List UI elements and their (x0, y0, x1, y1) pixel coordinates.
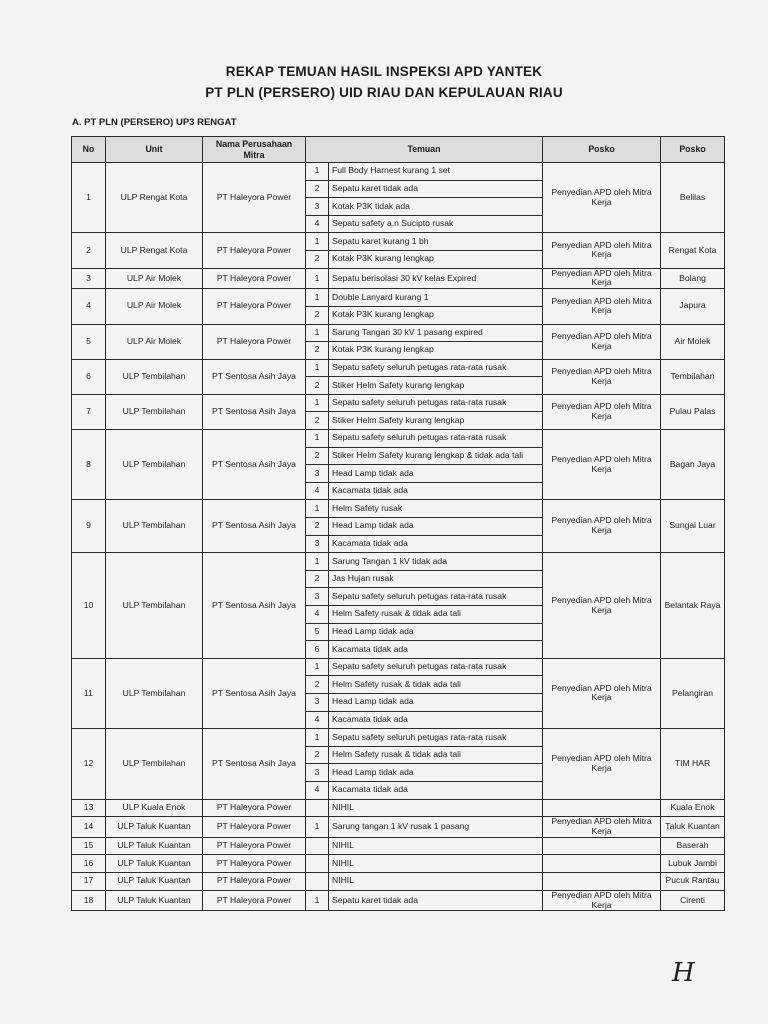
mitra-cell: PT Sentosa Asih Jaya (203, 500, 306, 553)
temuan-item: Kacamata tidak ada (329, 641, 543, 659)
unit-cell: ULP Taluk Kuantan (106, 837, 203, 855)
table-row (72, 500, 725, 518)
table-row (72, 359, 725, 377)
unit-cell: ULP Air Molek (106, 268, 203, 289)
document-title-line1: REKAP TEMUAN HASIL INSPEKSI APD YANTEK (225, 64, 543, 79)
temuan-item: Sepatu safety seluruh petugas rata-rata rusak (329, 359, 543, 377)
temuan-number: 5 (306, 623, 329, 641)
temuan-number: 2 (306, 377, 329, 395)
tindak-lanjut-cell: Penyedian APD oleh Mitra Kerja (543, 394, 661, 429)
posko-cell: Lubuk Jambi (661, 855, 725, 873)
temuan-item: Sepatu berisolasi 30 kV kelas Expired (329, 268, 543, 289)
mitra-cell: PT Sentosa Asih Jaya (203, 394, 306, 429)
temuan-item: Double Lanyard kurang 1 (329, 289, 543, 307)
temuan-item: Head Lamp tidak ada (329, 693, 543, 711)
tindak-lanjut-cell: Penyedian APD oleh Mitra Kerja (543, 890, 661, 911)
table-row (72, 394, 725, 412)
mitra-cell: PT Haleyora Power (203, 233, 306, 268)
posko-cell: Baserah (661, 837, 725, 855)
temuan-item: Kacamata tidak ada (329, 535, 543, 553)
table-row (72, 890, 725, 911)
table-row (72, 729, 725, 747)
mitra-cell: PT Haleyora Power (203, 799, 306, 817)
unit-cell: ULP Taluk Kuantan (106, 873, 203, 891)
posko-cell: Pelangiran (661, 658, 725, 728)
tindak-lanjut-cell: Penyedian APD oleh Mitra Kerja (543, 324, 661, 359)
unit-cell: ULP Tembilahan (106, 394, 203, 429)
temuan-item: Jas Hujan rusak (329, 570, 543, 588)
posko-cell: TIM HAR (661, 729, 725, 799)
tindak-lanjut-cell (543, 837, 661, 855)
temuan-item: Sarung tangan 1 kV rusak 1 pasang (329, 817, 543, 838)
row-number: 7 (72, 394, 106, 429)
temuan-item: Head Lamp tidak ada (329, 465, 543, 483)
unit-cell: ULP Taluk Kuantan (106, 855, 203, 873)
posko-cell: Bagan Jaya (661, 430, 725, 500)
row-number: 10 (72, 553, 106, 659)
temuan-item: Stiker Helm Safety kurang lengkap (329, 377, 543, 395)
row-number: 2 (72, 233, 106, 268)
header-posko-tindak: Posko (543, 137, 661, 163)
tindak-lanjut-cell (543, 799, 661, 817)
temuan-item: Helm Safety rusak & tidak ada tali (329, 606, 543, 624)
temuan-number: 3 (306, 535, 329, 553)
temuan-item: Sepatu karet kurang 1 bh (329, 233, 543, 251)
temuan-nihil: NIHIL (329, 837, 543, 855)
temuan-number: 2 (306, 570, 329, 588)
temuan-number: 1 (306, 658, 329, 676)
unit-cell: ULP Air Molek (106, 324, 203, 359)
temuan-nihil: NIHIL (329, 799, 543, 817)
table-row (72, 324, 725, 342)
temuan-number: 2 (306, 250, 329, 268)
tindak-lanjut-cell (543, 873, 661, 891)
unit-cell: ULP Air Molek (106, 289, 203, 324)
rekap-table (71, 136, 725, 911)
table-row (72, 855, 725, 873)
row-number: 4 (72, 289, 106, 324)
temuan-number: 1 (306, 233, 329, 251)
mitra-cell: PT Haleyora Power (203, 873, 306, 891)
temuan-item: Kotak P3K kurang lengkap (329, 306, 543, 324)
posko-cell: Pulau Palas (661, 394, 725, 429)
temuan-number: 4 (306, 711, 329, 729)
posko-cell: Taluk Kuantan (661, 817, 725, 838)
temuan-number (306, 855, 329, 873)
temuan-number: 1 (306, 729, 329, 747)
signature-initial: H (672, 958, 695, 988)
temuan-number: 2 (306, 447, 329, 465)
unit-cell: ULP Tembilahan (106, 658, 203, 728)
temuan-nihil: NIHIL (329, 873, 543, 891)
table-row (72, 430, 725, 448)
temuan-number (306, 873, 329, 891)
unit-cell: ULP Tembilahan (106, 430, 203, 500)
table-row (72, 799, 725, 817)
row-number: 18 (72, 890, 106, 911)
temuan-number: 3 (306, 198, 329, 216)
temuan-number: 1 (306, 890, 329, 911)
section-heading: A. PT PLN (PERSERO) UP3 RENGAT (72, 117, 237, 128)
posko-cell: Cirenti (661, 890, 725, 911)
temuan-item: Stiker Helm Safety kurang lengkap & tidak ada tali (329, 447, 543, 465)
temuan-number: 3 (306, 588, 329, 606)
temuan-number: 4 (306, 781, 329, 799)
tindak-lanjut-cell: Penyedian APD oleh Mitra Kerja (543, 729, 661, 799)
unit-cell: ULP Tembilahan (106, 553, 203, 659)
temuan-number: 3 (306, 465, 329, 483)
mitra-cell: PT Haleyora Power (203, 890, 306, 911)
temuan-number: 1 (306, 430, 329, 448)
temuan-item: Sepatu safety a.n Sucipto rusak (329, 215, 543, 233)
temuan-item: Kotak P3K kurang lengkap (329, 342, 543, 360)
posko-cell: Sungai Luar (661, 500, 725, 553)
table-row (72, 163, 725, 181)
unit-cell: ULP Rengat Kota (106, 163, 203, 233)
tindak-lanjut-cell: Penyedian APD oleh Mitra Kerja (543, 658, 661, 728)
posko-cell: Kuala Enok (661, 799, 725, 817)
temuan-number: 2 (306, 180, 329, 198)
header-posko: Posko (661, 137, 725, 163)
tindak-lanjut-cell: Penyedian APD oleh Mitra Kerja (543, 233, 661, 268)
table-row (72, 658, 725, 676)
row-number: 9 (72, 500, 106, 553)
temuan-item: Helm Safety rusak (329, 500, 543, 518)
mitra-cell: PT Haleyora Power (203, 817, 306, 838)
temuan-item: Kacamata tidak ada (329, 781, 543, 799)
temuan-number: 2 (306, 412, 329, 430)
mitra-cell: PT Haleyora Power (203, 855, 306, 873)
document-title-line2: PT PLN (PERSERO) UID RIAU DAN KEPULAUAN RIAU (205, 85, 563, 100)
temuan-number (306, 837, 329, 855)
unit-cell: ULP Tembilahan (106, 359, 203, 394)
temuan-item: Sarung Tangan 30 kV 1 pasang expired (329, 324, 543, 342)
header-unit: Unit (106, 137, 203, 163)
temuan-number: 4 (306, 215, 329, 233)
unit-cell: ULP Tembilahan (106, 500, 203, 553)
posko-cell: Bolang (661, 268, 725, 289)
temuan-number: 2 (306, 676, 329, 694)
temuan-item: Sepatu safety seluruh petugas rata-rata rusak (329, 588, 543, 606)
temuan-number: 1 (306, 500, 329, 518)
temuan-number: 4 (306, 606, 329, 624)
temuan-number: 1 (306, 289, 329, 307)
temuan-number: 1 (306, 268, 329, 289)
tindak-lanjut-cell (543, 855, 661, 873)
row-number: 8 (72, 430, 106, 500)
temuan-item: Head Lamp tidak ada (329, 623, 543, 641)
temuan-number: 6 (306, 641, 329, 659)
mitra-cell: PT Sentosa Asih Jaya (203, 729, 306, 799)
mitra-cell: PT Sentosa Asih Jaya (203, 553, 306, 659)
table-row (72, 553, 725, 571)
mitra-cell: PT Haleyora Power (203, 163, 306, 233)
temuan-item: Kotak P3K kurang lengkap (329, 250, 543, 268)
temuan-number: 1 (306, 394, 329, 412)
unit-cell: ULP Taluk Kuantan (106, 890, 203, 911)
row-number: 1 (72, 163, 106, 233)
temuan-item: Sepatu karet tidak ada (329, 890, 543, 911)
posko-cell: Pucuk Rantau (661, 873, 725, 891)
temuan-number: 3 (306, 693, 329, 711)
temuan-item: Full Body Harnest kurang 1 set (329, 163, 543, 181)
temuan-item: Sepatu safety seluruh petugas rata-rata rusak (329, 394, 543, 412)
temuan-item: Kotak P3K tidak ada (329, 198, 543, 216)
row-number: 13 (72, 799, 106, 817)
table-row (72, 268, 725, 289)
temuan-number: 4 (306, 482, 329, 500)
tindak-lanjut-cell: Penyedian APD oleh Mitra Kerja (543, 553, 661, 659)
temuan-item: Kacamata tidak ada (329, 482, 543, 500)
temuan-item: Head Lamp tidak ada (329, 518, 543, 536)
header-no: No (72, 137, 106, 163)
row-number: 17 (72, 873, 106, 891)
header-mitra: Nama Perusahaan Mitra (203, 137, 306, 163)
posko-cell: Rengat Kota (661, 233, 725, 268)
tindak-lanjut-cell: Penyedian APD oleh Mitra Kerja (543, 268, 661, 289)
mitra-cell: PT Haleyora Power (203, 837, 306, 855)
row-number: 12 (72, 729, 106, 799)
temuan-item: Head Lamp tidak ada (329, 764, 543, 782)
temuan-item: Sarung Tangan 1 kV tidak ada (329, 553, 543, 571)
mitra-cell: PT Haleyora Power (203, 324, 306, 359)
row-number: 5 (72, 324, 106, 359)
temuan-item: Sepatu safety seluruh petugas rata-rata rusak (329, 430, 543, 448)
row-number: 15 (72, 837, 106, 855)
tindak-lanjut-cell: Penyedian APD oleh Mitra Kerja (543, 163, 661, 233)
table-row (72, 873, 725, 891)
tindak-lanjut-cell: Penyedian APD oleh Mitra Kerja (543, 500, 661, 553)
temuan-number (306, 799, 329, 817)
mitra-cell: PT Haleyora Power (203, 268, 306, 289)
temuan-number: 2 (306, 342, 329, 360)
tindak-lanjut-cell: Penyedian APD oleh Mitra Kerja (543, 817, 661, 838)
temuan-number: 2 (306, 306, 329, 324)
temuan-item: Stiker Helm Safety kurang lengkap (329, 412, 543, 430)
table-header-row (72, 137, 725, 163)
mitra-cell: PT Sentosa Asih Jaya (203, 658, 306, 728)
row-number: 6 (72, 359, 106, 394)
table-row (72, 233, 725, 251)
temuan-item: Sepatu safety seluruh petugas rata-rata rusak (329, 729, 543, 747)
posko-cell: Air Molek (661, 324, 725, 359)
temuan-item: Kacamata tidak ada (329, 711, 543, 729)
temuan-item: Helm Safety rusak & tidak ada tali (329, 746, 543, 764)
row-number: 14 (72, 817, 106, 838)
tindak-lanjut-cell: Penyedian APD oleh Mitra Kerja (543, 430, 661, 500)
temuan-number: 1 (306, 163, 329, 181)
table-row (72, 817, 725, 838)
temuan-number: 1 (306, 359, 329, 377)
posko-cell: Tembilahan (661, 359, 725, 394)
posko-cell: Belilas (661, 163, 725, 233)
unit-cell: ULP Tembilahan (106, 729, 203, 799)
temuan-item: Sepatu safety seluruh petugas rata-rata rusak (329, 658, 543, 676)
temuan-item: Sepatu karet tidak ada (329, 180, 543, 198)
temuan-item: Helm Safety rusak & tidak ada tali (329, 676, 543, 694)
temuan-number: 2 (306, 518, 329, 536)
temuan-number: 1 (306, 324, 329, 342)
temuan-nihil: NIHIL (329, 855, 543, 873)
unit-cell: ULP Taluk Kuantan (106, 817, 203, 838)
mitra-cell: PT Sentosa Asih Jaya (203, 359, 306, 394)
row-number: 16 (72, 855, 106, 873)
posko-cell: Japura (661, 289, 725, 324)
header-temuan: Temuan (306, 137, 543, 163)
temuan-number: 3 (306, 764, 329, 782)
unit-cell: ULP Kuala Enok (106, 799, 203, 817)
row-number: 11 (72, 658, 106, 728)
row-number: 3 (72, 268, 106, 289)
tindak-lanjut-cell: Penyedian APD oleh Mitra Kerja (543, 289, 661, 324)
temuan-number: 1 (306, 817, 329, 838)
table-row (72, 837, 725, 855)
temuan-number: 1 (306, 553, 329, 571)
unit-cell: ULP Rengat Kota (106, 233, 203, 268)
tindak-lanjut-cell: Penyedian APD oleh Mitra Kerja (543, 359, 661, 394)
temuan-number: 2 (306, 746, 329, 764)
mitra-cell: PT Sentosa Asih Jaya (203, 430, 306, 500)
table-row (72, 289, 725, 307)
mitra-cell: PT Haleyora Power (203, 289, 306, 324)
posko-cell: Belantak Raya (661, 553, 725, 659)
